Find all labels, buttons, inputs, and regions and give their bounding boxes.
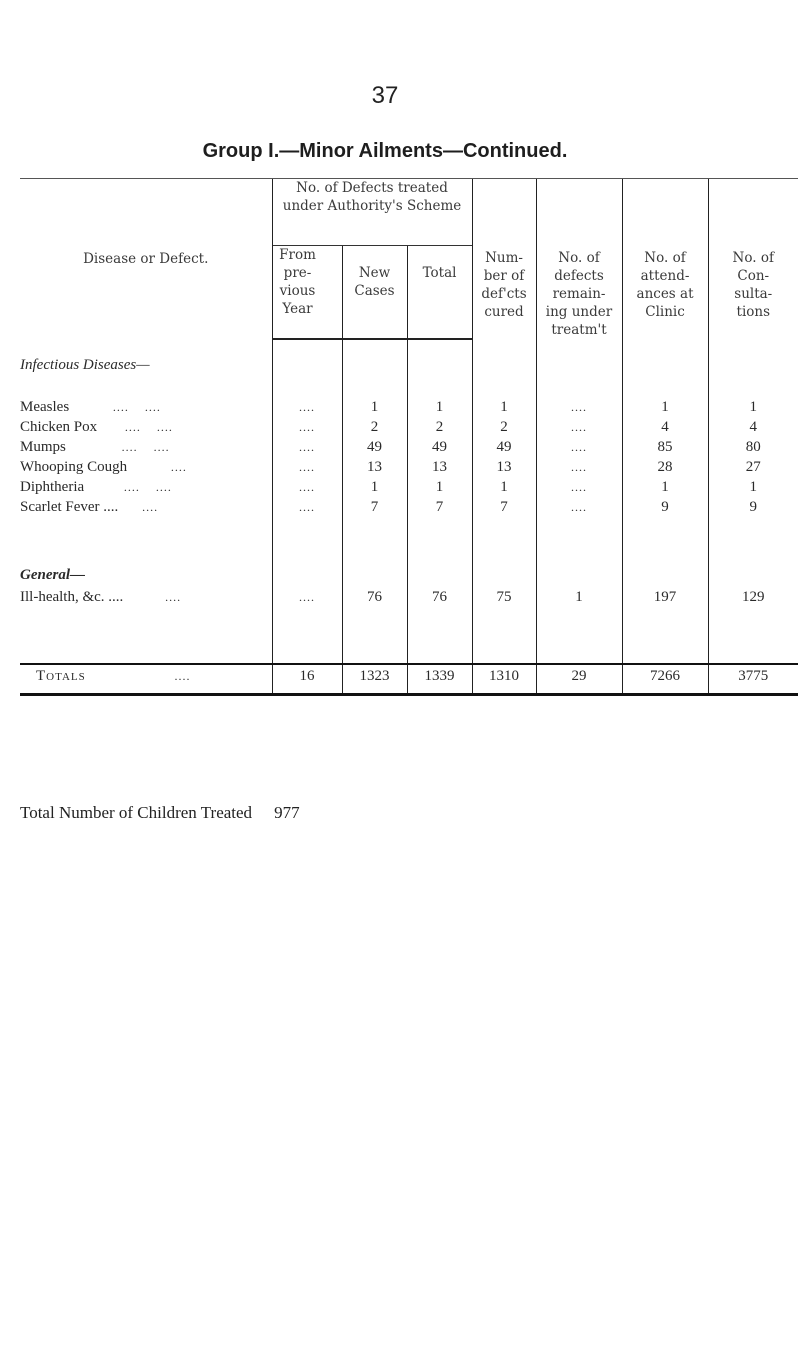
totals-remaining: 29 xyxy=(536,664,622,695)
row-disease: Diphtheria .... .... xyxy=(20,479,172,495)
cell-attendances: 197 xyxy=(622,587,708,607)
cell-total: 76 xyxy=(407,587,472,607)
cell-new: 2 xyxy=(342,417,407,437)
header-disease: Disease or Defect. xyxy=(20,179,272,340)
cell-consultations: 1 xyxy=(708,397,798,417)
table-row xyxy=(20,397,798,417)
defects-table xyxy=(20,178,798,696)
header-total: Total xyxy=(407,246,472,340)
cell-remaining: .... xyxy=(536,477,622,497)
table-row xyxy=(20,437,798,457)
cell-cured: 2 xyxy=(472,417,536,437)
cell-remaining: .... xyxy=(536,417,622,437)
row-disease: Whooping Cough .... xyxy=(20,459,187,475)
cell-attendances: 1 xyxy=(622,397,708,417)
header-new-cases: New Cases xyxy=(342,246,407,340)
section-label-infectious: Infectious Diseases— xyxy=(20,357,150,373)
cell-total: 7 xyxy=(407,497,472,517)
header-from-previous: From pre- vious Year xyxy=(272,246,342,340)
cell-new: 7 xyxy=(342,497,407,517)
totals-previous: 16 xyxy=(272,664,342,695)
cell-previous: .... xyxy=(272,457,342,477)
cell-remaining: .... xyxy=(536,397,622,417)
totals-new: 1323 xyxy=(342,664,407,695)
cell-previous: .... xyxy=(272,497,342,517)
cell-attendances: 4 xyxy=(622,417,708,437)
cell-consultations: 1 xyxy=(708,477,798,497)
totals-attendances: 7266 xyxy=(622,664,708,695)
cell-total: 1 xyxy=(407,477,472,497)
table-row xyxy=(20,587,798,607)
cell-consultations: 4 xyxy=(708,417,798,437)
cell-cured: 7 xyxy=(472,497,536,517)
cell-attendances: 9 xyxy=(622,497,708,517)
page-title: Group I.—Minor Ailments—Continued. xyxy=(202,140,568,162)
cell-attendances: 28 xyxy=(622,457,708,477)
footer-label: Total Number of Children Treated xyxy=(20,803,253,822)
cell-previous: .... xyxy=(272,397,342,417)
cell-attendances: 1 xyxy=(622,477,708,497)
totals-consultations: 3775 xyxy=(708,664,798,695)
header-attendances: No. of attend- ances at Clinic xyxy=(622,179,708,340)
page-number: 37 xyxy=(371,82,399,109)
table-row xyxy=(20,497,798,517)
header-treated-group: No. of Defects treated under Authority's Scheme xyxy=(272,179,472,246)
totals-cured: 1310 xyxy=(472,664,536,695)
cell-total: 13 xyxy=(407,457,472,477)
row-disease: Measles .... .... xyxy=(20,399,161,415)
cell-previous: .... xyxy=(272,587,342,607)
table-row xyxy=(20,477,798,497)
cell-consultations: 9 xyxy=(708,497,798,517)
cell-previous: .... xyxy=(272,477,342,497)
footer-value: 977 xyxy=(274,803,300,822)
section-label-general: General— xyxy=(20,567,85,583)
spacer-row xyxy=(20,607,798,664)
cell-previous: .... xyxy=(272,437,342,457)
cell-cured: 1 xyxy=(472,477,536,497)
totals-label: Totals .... xyxy=(20,664,272,695)
cell-remaining: .... xyxy=(536,437,622,457)
spacer-row xyxy=(20,517,798,567)
header-row-top xyxy=(20,179,798,246)
row-disease: Mumps .... .... xyxy=(20,439,170,455)
cell-attendances: 85 xyxy=(622,437,708,457)
cell-remaining: .... xyxy=(536,497,622,517)
cell-previous: .... xyxy=(272,417,342,437)
cell-new: 76 xyxy=(342,587,407,607)
section-row xyxy=(20,339,798,397)
cell-new: 49 xyxy=(342,437,407,457)
row-disease: Scarlet Fever .... .... xyxy=(20,499,159,515)
cell-total: 1 xyxy=(407,397,472,417)
cell-total: 2 xyxy=(407,417,472,437)
cell-consultations: 129 xyxy=(708,587,798,607)
row-disease: Ill-health, &c. .... .... xyxy=(20,589,182,605)
cell-consultations: 27 xyxy=(708,457,798,477)
cell-new: 1 xyxy=(342,397,407,417)
totals-total: 1339 xyxy=(407,664,472,695)
cell-remaining: .... xyxy=(536,457,622,477)
cell-cured: 1 xyxy=(472,397,536,417)
table-row xyxy=(20,417,798,437)
header-consultations: No. of Con- sulta- tions xyxy=(708,179,798,340)
cell-cured: 49 xyxy=(472,437,536,457)
cell-remaining: 1 xyxy=(536,587,622,607)
row-disease: Chicken Pox .... .... xyxy=(20,419,173,435)
cell-cured: 75 xyxy=(472,587,536,607)
cell-new: 13 xyxy=(342,457,407,477)
cell-total: 49 xyxy=(407,437,472,457)
children-treated-summary xyxy=(20,803,300,823)
header-number-cured: Num- ber of def'cts cured xyxy=(472,179,536,340)
header-remaining: No. of defects remain- ing under treatm't xyxy=(536,179,622,340)
cell-new: 1 xyxy=(342,477,407,497)
totals-row xyxy=(20,664,798,695)
table-row xyxy=(20,457,798,477)
cell-cured: 13 xyxy=(472,457,536,477)
cell-consultations: 80 xyxy=(708,437,798,457)
section-row xyxy=(20,567,798,587)
